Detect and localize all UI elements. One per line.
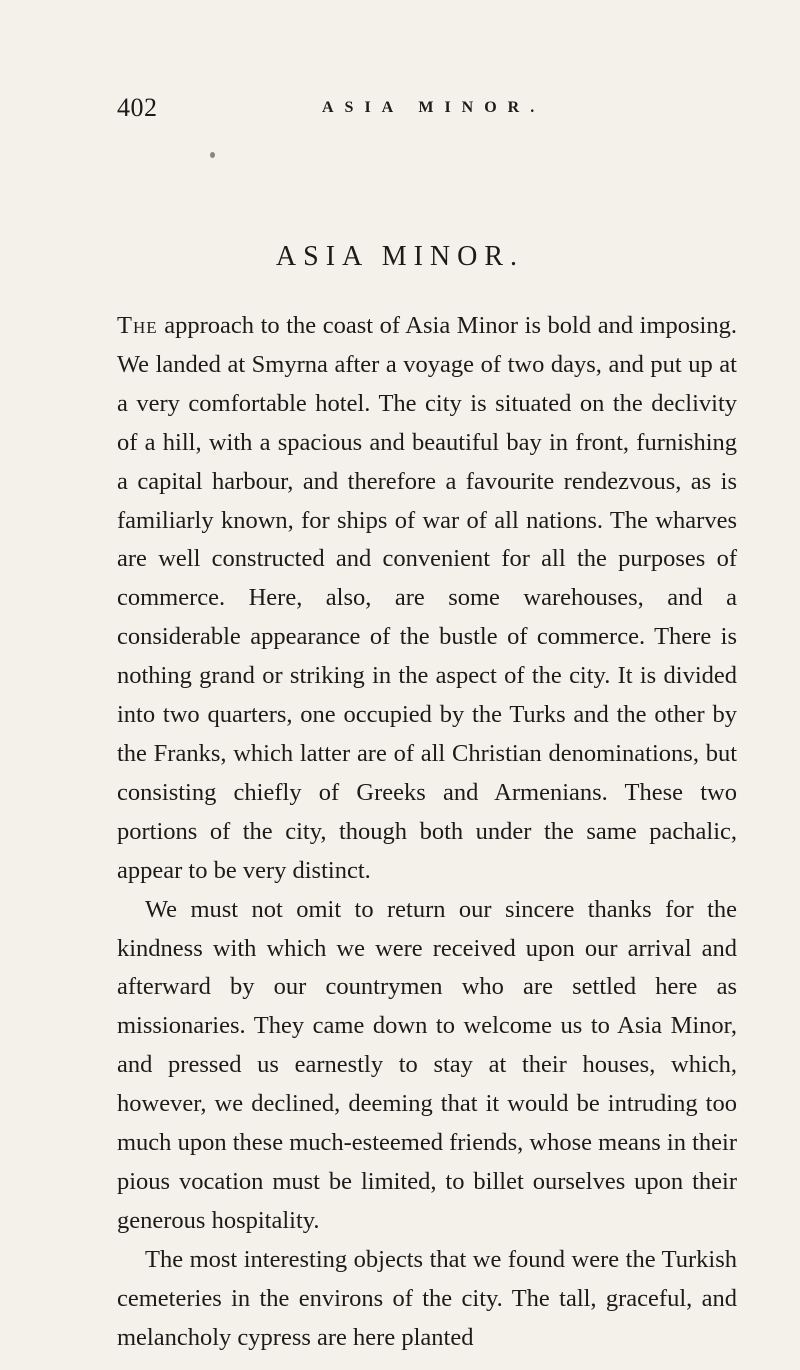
paragraph-lead-word: The [117, 312, 158, 339]
chapter-title: ASIA MINOR. [275, 241, 525, 272]
paragraph-2: We must not omit to return our sincere thanks for the kindness with which we were received upon our arrival and afterward by our countrymen who are settled here as missionaries. They came down to welcome us to Asia Minor, and pressed us earnestly to stay at their houses, which, however, we declined, deeming that it would be intruding too much upon these much-esteemed friends, whose means in their pious vocation must be limited, to billet ourselves upon their generous hospitality. [117, 895, 737, 1234]
body-text [117, 307, 737, 1357]
page-number: 402 [117, 93, 158, 122]
paragraph-3: The most interesting objects that we found were the Turkish cemeteries in the environs of the city. The tall, graceful, and melancholy cypress are here planted [117, 1245, 737, 1351]
paragraph-1 [117, 307, 737, 891]
running-head [117, 90, 737, 126]
ink-speck [210, 152, 215, 158]
running-title: ASIA MINOR. [322, 99, 546, 116]
paragraph-1-text: approach to the coast of Asia Minor is bold and imposing. We landed at Smyrna after a voyage of two days, and put up at a very comfortable hotel. The city is situated on the declivity of a hill, with a spacious and beautiful bay in front, furnishing a capital harbour, and therefore a favourite rendezvous, as is familiarly known, for ships of war of all nations. The wharves are well constructed and convenient for all the purposes of commerce. Here, also, are some warehouses, and a considerable appearance of the bustle of commerce. There is nothing grand or striking in the aspect of the city. It is divided into two quarters, one occupied by the Turks and the other by the Franks, which latter are of all Christian denominations, but consisting chiefly of Greeks and Armenians. These two portions of the city, though both under the same pachalic, appear to be very distinct. [117, 312, 737, 884]
